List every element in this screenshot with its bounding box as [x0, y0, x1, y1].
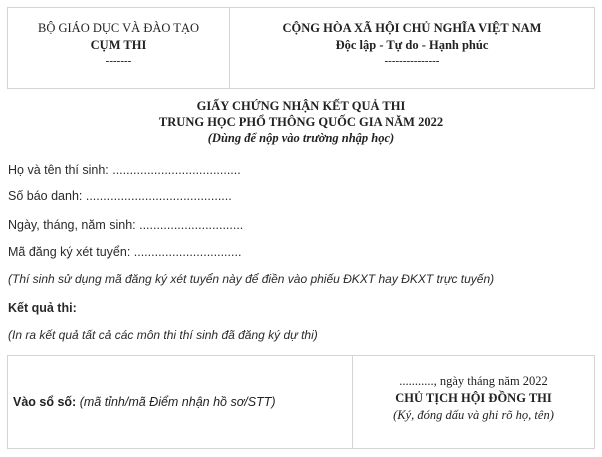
record-number-note: (mã tỉnh/mã Điểm nhận hồ sơ/STT) [79, 395, 276, 409]
ministry-name: BỘ GIÁO DỤC VÀ ĐÀO TẠO [38, 21, 199, 35]
signature-note: (Ký, đóng dấu và ghi rõ họ, tên) [393, 408, 554, 422]
national-motto: Độc lập - Tự do - Hạnh phúc [335, 38, 489, 52]
document-header [7, 7, 595, 89]
result-label: Kết quả thi: [8, 301, 77, 315]
header-right-divider: --------------- [384, 55, 440, 67]
registration-number-field: Số báo danh: .......................................... [8, 189, 232, 203]
certificate-purpose: (Dùng để nộp vào trường nhập học) [207, 131, 395, 145]
certificate-title: GIẤY CHỨNG NHẬN KẾT QUẢ THI [196, 99, 406, 113]
admission-code-note: (Thí sinh sử dụng mã đăng ký xét tuyển này để điền vào phiếu ĐKXT hay ĐKXT trực tuyến) [8, 272, 495, 286]
header-right-cell [230, 8, 594, 88]
header-left-divider: ------- [105, 55, 132, 67]
date-of-birth-field: Ngày, tháng, năm sinh: .............................. [8, 218, 244, 232]
exam-cluster-label: CỤM THI [90, 38, 147, 52]
national-title: CỘNG HÒA XÃ HỘI CHỦ NGHĨA VIỆT NAM [282, 21, 542, 35]
certificate-title-block [0, 98, 602, 146]
certificate-subtitle: TRUNG HỌC PHỔ THÔNG QUỐC GIA NĂM 2022 [158, 115, 444, 129]
header-left-cell [8, 8, 230, 88]
footer-right-cell [353, 356, 594, 448]
result-note: (In ra kết quả tất cả các môn thi thí sinh đã đăng ký dự thi) [8, 328, 318, 342]
document-footer [7, 355, 595, 449]
council-chair-title: CHỦ TỊCH HỘI ĐỒNG THI [395, 391, 552, 405]
admission-code-field: Mã đăng ký xét tuyển: ............................... [8, 245, 242, 259]
footer-left-cell [8, 356, 353, 448]
candidate-name-field: Họ và tên thí sinh: ..................................... [8, 163, 241, 177]
issue-date: ..........., ngày tháng năm 2022 [399, 374, 548, 388]
record-number-label: Vào sổ số: [13, 395, 77, 409]
